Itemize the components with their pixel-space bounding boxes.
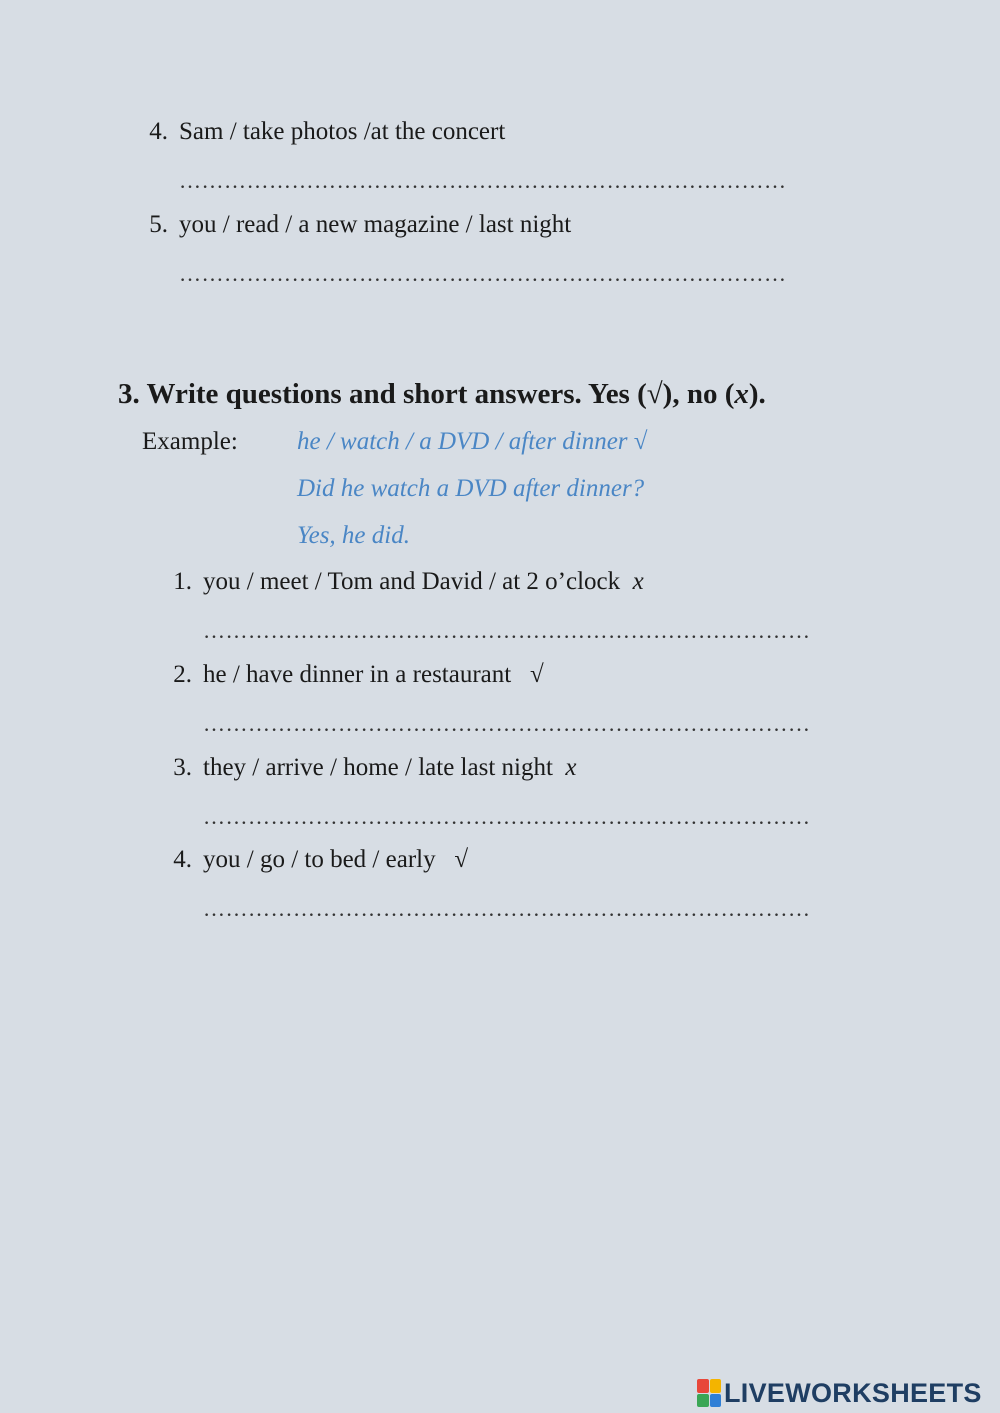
answer-line[interactable]: ……………………………………………………………………… (203, 896, 811, 921)
exercise-item (166, 568, 766, 602)
item-prompt (203, 661, 544, 689)
item-number: 1. (173, 568, 192, 595)
example-prompt: he / watch / a DVD / after dinner √ (297, 428, 648, 455)
item-number: 4. (173, 846, 192, 873)
answer-line[interactable]: ……………………………………………………………………… (179, 168, 787, 193)
answer-line[interactable]: ……………………………………………………………………… (203, 618, 811, 643)
item-number: 4. (149, 118, 168, 145)
section-heading (118, 378, 766, 411)
item-number: 3. (173, 754, 192, 781)
exercise-item (166, 661, 766, 695)
item-mark: √ (454, 846, 469, 873)
exercise-item (142, 118, 742, 152)
item-number: 2. (173, 661, 192, 688)
item-prompt (203, 754, 577, 782)
liveworksheets-logo[interactable] (697, 1376, 982, 1410)
answer-line[interactable]: ……………………………………………………………………… (179, 261, 787, 286)
example-label: Example: (142, 428, 238, 455)
item-mark: √ (529, 661, 544, 688)
item-number: 5. (149, 211, 168, 238)
exercise-item (166, 754, 766, 788)
example-answer: Yes, he did. (297, 522, 410, 549)
item-prompt-text: you / meet / Tom and David / at 2 o’clock (203, 568, 621, 595)
item-mark: x (565, 754, 577, 781)
heading-text: 3. Write questions and short answers. Yes (√), no ( (118, 378, 735, 410)
item-prompt-text: you / go / to bed / early (203, 846, 436, 873)
exercise-item (166, 846, 766, 880)
exercise-item (142, 211, 742, 245)
example-question: Did he watch a DVD after dinner? (297, 475, 645, 502)
item-prompt: Sam / take photos /at the concert (179, 118, 506, 145)
heading-x-mark: x (734, 378, 749, 410)
item-prompt-text: he / have dinner in a restaurant (203, 661, 512, 688)
item-prompt (203, 568, 644, 596)
answer-line[interactable]: ……………………………………………………………………… (203, 711, 811, 736)
logo-text: LIVEWORKSHEETS (724, 1377, 982, 1408)
item-prompt-text: they / arrive / home / late last night (203, 754, 553, 781)
item-prompt: you / read / a new magazine / last night (179, 211, 572, 238)
item-mark: x (632, 568, 644, 595)
logo-icon (697, 1379, 721, 1407)
answer-line[interactable]: ……………………………………………………………………… (203, 804, 811, 829)
heading-text-end: ). (748, 378, 766, 410)
item-prompt (203, 846, 468, 874)
